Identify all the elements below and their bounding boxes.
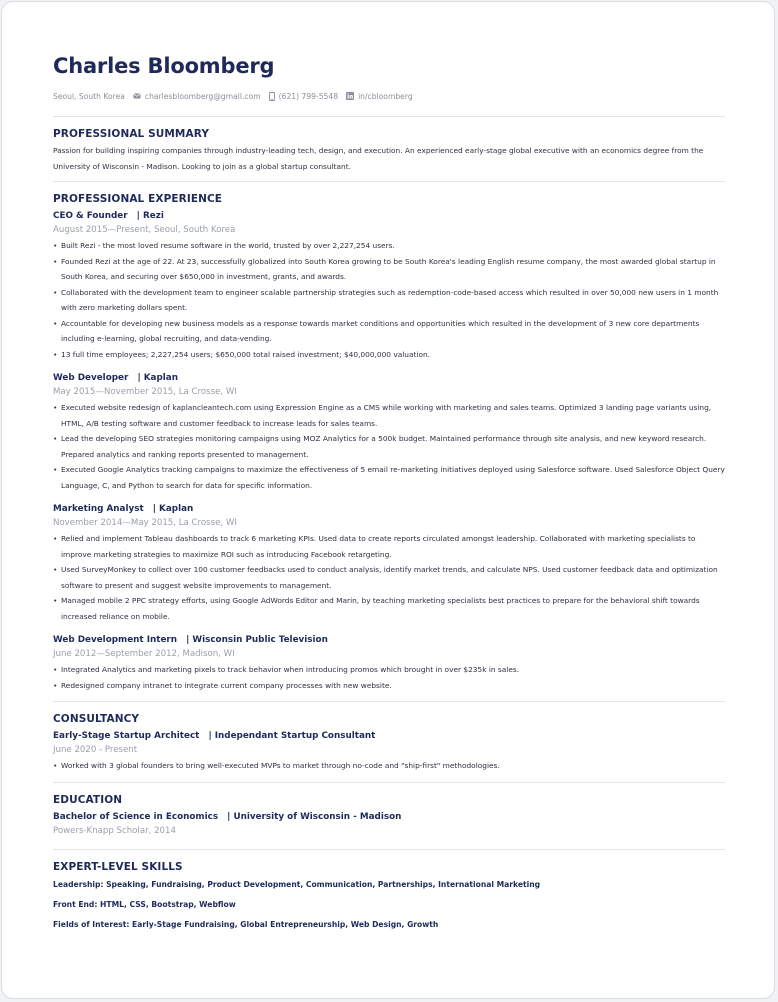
bullet-dot: • — [53, 565, 58, 574]
bullet-dot: • — [53, 761, 58, 770]
job-org: Kaplan — [159, 504, 194, 514]
bullet-item — [53, 431, 725, 462]
job-title — [53, 633, 725, 647]
job-role: Web Development Intern — [53, 635, 178, 645]
job-org: Wisconsin Public Television — [192, 635, 328, 645]
job-entry — [53, 209, 725, 362]
summary-text: Passion for building inspiring companies through industry-leading tech, design, and execution. An experienced early-stage global executive with an economics degree from the University of Wisconsin - Madison. Looking to join as a global startup consultant. — [53, 146, 704, 171]
separator: | — [137, 373, 141, 383]
separator: | — [136, 211, 140, 221]
job-bullets — [53, 400, 725, 493]
bullet-dot: • — [53, 680, 58, 690]
job-role: Web Developer — [53, 373, 129, 383]
education-title — [53, 810, 725, 824]
bullet-item — [53, 662, 725, 678]
bullet-item — [53, 593, 725, 624]
education-school: University of Wisconsin - Madison — [233, 811, 402, 822]
bullet-item — [53, 347, 725, 363]
bullet-text: Redesigned company intranet to integrate current company processes with new website. — [61, 680, 392, 690]
bullet-item — [53, 462, 725, 493]
bullet-text: Founded Rezi at the age of 22. At 23, successfully globalized into South Korea growing to be South Korea's leading English resume company, the most awarded global startup in South Korea, and securing over $650,000 in investment, grants, and awards. — [61, 256, 716, 281]
bullet-item — [53, 238, 725, 254]
bullet-dot: • — [53, 349, 58, 359]
experience-list — [53, 209, 725, 693]
job-entry — [53, 633, 725, 693]
education-heading: EDUCATION — [53, 793, 123, 806]
bullet-dot: • — [53, 596, 58, 605]
bullet-text: Executed website redesign of kaplancleantech.com using Expression Engine as a CMS while working with marketing and sales teams. Optimized 3 landing page variants using, HTML, A/B testing software and customer feedback to increase leads for sales teams. — [61, 403, 712, 428]
bullet-dot: • — [53, 465, 58, 474]
bullet-dot: • — [53, 256, 58, 266]
bullet-text: Relied and implement Tableau dashboards to track 6 marketing KPIs. Used data to create reports circulated amongst leadership. Collaborated with marketing specialists to improve marketing strategies to maximize ROI such as introducing Facebook retargeting. — [61, 534, 696, 559]
linkedin-contact[interactable] — [346, 92, 413, 101]
divider — [53, 701, 725, 702]
job-title — [53, 209, 725, 223]
skills-list — [53, 875, 725, 935]
bullet-text: Collaborated with the development team to engineer scalable partnership strategies such as redemption-code-based access which resulted in over 50,000 new users in 1 month with zero marketing dollars spent. — [61, 287, 719, 312]
bullet-item — [53, 758, 725, 774]
bullet-text: Integrated Analytics and marketing pixels to track behavior when introducing promos which brought in over $235k in sales. — [61, 665, 520, 674]
consultancy-title — [53, 729, 725, 743]
linkedin-icon — [346, 92, 354, 100]
phone-icon — [269, 92, 275, 101]
job-meta: November 2014—May 2015, La Crosse, WI — [53, 518, 237, 528]
bullet-text: Executed Google Analytics tracking campaigns to maximize the effectiveness of 5 email re-marketing initiatives deployed using Salesforce software. Used Salesforce Object Query Language, C, and Python to search for data for specific information. — [61, 465, 725, 490]
consultancy-heading: CONSULTANCY — [53, 713, 140, 725]
bullet-text: Worked with 3 global founders to bring well-executed MVPs to market through no-code and "ship-first" methodologies. — [61, 761, 500, 770]
divider — [53, 116, 725, 117]
consultancy-bullets — [53, 758, 725, 774]
resume-page — [1, 1, 775, 999]
experience-heading: PROFESSIONAL EXPERIENCE — [53, 193, 223, 205]
email-contact[interactable] — [133, 92, 261, 101]
consultancy-meta: June 2020 - Present — [53, 745, 138, 755]
skill-line: Leadership: Speaking, Fundraising, Product Development, Communication, Partnerships, International Marketing — [53, 879, 541, 889]
bullet-dot: • — [53, 318, 58, 328]
skill-line: Fields of Interest: Early-Stage Fundraising, Global Entrepreneurship, Web Design, Growth — [53, 919, 439, 929]
bullet-text: Accountable for developing new business models as a response towards market conditions and opportunities which resulted in the development of 3 new core departments including e-learning, global recruiting, and data-vending. — [61, 318, 700, 343]
skill-line: Front End: HTML, CSS, Bootstrap, Webflow — [53, 899, 236, 909]
job-meta: May 2015—November 2015, La Crosse, WI — [53, 387, 237, 397]
job-org: Rezi — [142, 211, 164, 221]
bullet-dot: • — [53, 403, 58, 412]
job-bullets — [53, 238, 725, 362]
resume-content — [53, 52, 725, 935]
bullet-dot: • — [53, 534, 58, 543]
skills-heading: EXPERT-LEVEL SKILLS — [53, 860, 183, 873]
bullet-text: 13 full time employees; 2,227,254 users; $650,000 total raised investment; $40,000,000 valuation. — [61, 349, 431, 359]
job-role: Marketing Analyst — [53, 504, 144, 514]
separator: | — [186, 635, 190, 645]
phone-contact[interactable] — [269, 92, 338, 101]
candidate-name: Charles Bloomberg — [53, 54, 275, 78]
linkedin-text: in/cbloomberg — [358, 91, 413, 101]
location: Seoul, South Korea — [53, 91, 125, 101]
job-entry — [53, 502, 725, 624]
divider — [53, 782, 725, 783]
job-bullets — [53, 531, 725, 624]
bullet-dot: • — [53, 287, 58, 297]
mail-icon — [133, 93, 141, 99]
bullet-item — [53, 316, 725, 347]
consultancy-org: Independant Startup Consultant — [214, 731, 376, 741]
bullet-dot: • — [53, 241, 58, 250]
contact-bar — [53, 89, 725, 103]
education-meta: Powers-Knapp Scholar, 2014 — [53, 825, 176, 836]
bullet-text: Built Rezi - the most loved resume software in the world, trusted by over 2,227,254 users. — [61, 241, 395, 250]
job-bullets — [53, 662, 725, 693]
separator: | — [208, 731, 212, 741]
job-org: Kaplan — [143, 373, 178, 383]
job-title — [53, 371, 725, 385]
separator: | — [152, 504, 156, 514]
bullet-text: Used SurveyMonkey to collect over 100 customer feedbacks used to conduct analysis, identify market trends, and calculate NPS. Used customer feedback data and optimization software to present and suggest website improvements to management. — [61, 565, 718, 590]
divider — [53, 849, 725, 850]
bullet-text: Lead the developing SEO strategies monitoring campaigns using MOZ Analytics for a 500k budget. Maintained performance through site analysis, and new keyword research. Prepared analytics and ranking reports presented to management. — [61, 434, 707, 459]
bullet-text: Managed mobile 2 PPC strategy efforts, using Google AdWords Editor and Marin, by teaching marketing specialists best practices to prepare for the behavioral shift towards increased reliance on mobile. — [61, 596, 700, 621]
divider — [53, 181, 725, 182]
bullet-item — [53, 562, 725, 593]
bullet-item — [53, 531, 725, 562]
bullet-item — [53, 678, 725, 694]
job-meta: August 2015—Present, Seoul, South Korea — [53, 225, 236, 235]
consultancy-role: Early-Stage Startup Architect — [53, 731, 200, 741]
bullet-item — [53, 254, 725, 285]
email-text: charlesbloomberg@gmail.com — [144, 91, 261, 101]
job-entry — [53, 371, 725, 493]
summary-heading: PROFESSIONAL SUMMARY — [53, 128, 210, 140]
bullet-dot: • — [53, 665, 58, 674]
phone-text: (621) 799-5548 — [278, 91, 339, 101]
bullet-item — [53, 285, 725, 316]
job-meta: June 2012—September 2012, Madison, WI — [53, 649, 235, 659]
separator: | — [227, 811, 231, 822]
bullet-dot: • — [53, 434, 58, 443]
job-title — [53, 502, 725, 516]
job-role: CEO & Founder — [53, 211, 128, 221]
bullet-item — [53, 400, 725, 431]
education-degree: Bachelor of Science in Economics — [53, 811, 219, 822]
